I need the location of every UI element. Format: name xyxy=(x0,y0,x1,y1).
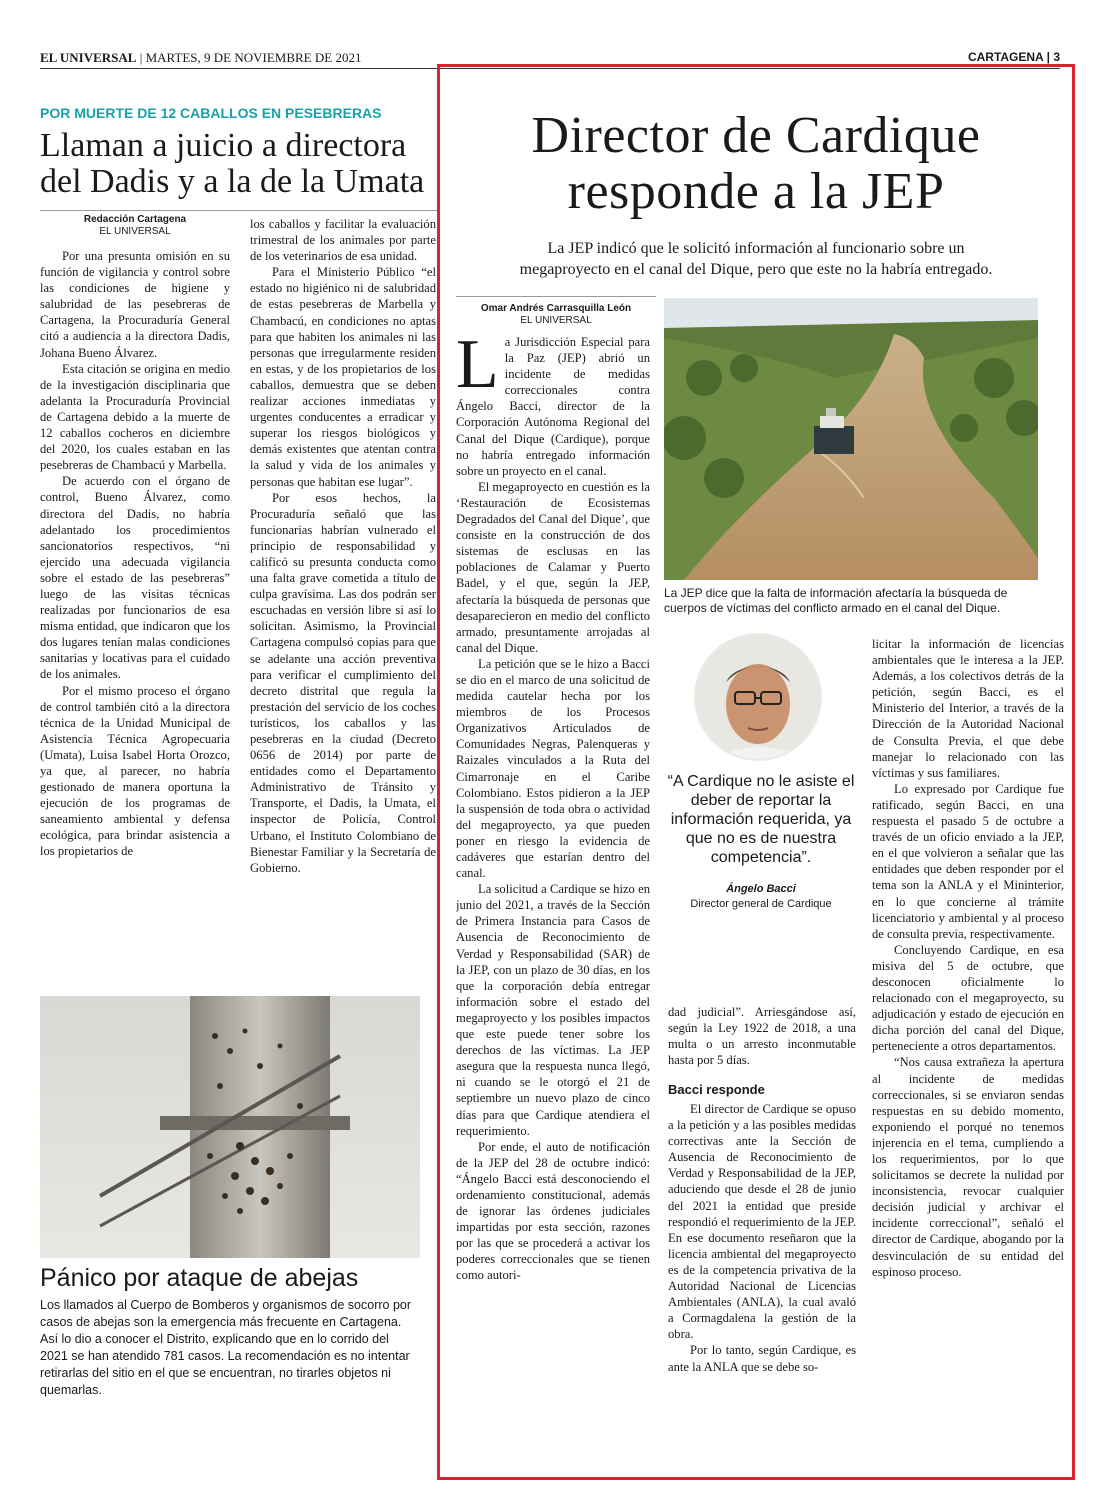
paragraph: a Jurisdicción Especial para la Paz (JEP) abrió un incidente de medidas correccionales contra Ángelo Bacci, director de la Corporación Autónoma Regional del Canal del Dique (Cardique), porque no habría entregado información sobre un proyecto en el canal. xyxy=(456,335,650,478)
paragraph: Por ende, el auto de notificación de la JEP del 28 de octubre indicó: “Ángelo Bacci está desconociendo el ordenamiento constitucional, además de ignorar las órdenes judiciales impartidas por esta sección, razones por las que se procederá a activar los poderes correccionales que se tienen como autori- xyxy=(456,1139,650,1283)
paragraph: licitar la información de licencias ambientales que le interesa a la JEP. Además, a los colectivos detrás de la petición, según Bacci, es el Ministerio del Interior, a través de la Dirección de la Autoridad Nacional de Consulta Previa, el que debe manejar lo relacionado con las víctimas y sus familiares. xyxy=(872,637,1064,780)
left-headline-line2: del Dadis y a la de la Umata xyxy=(40,163,425,200)
main-headline-line2: responde a la JEP xyxy=(567,163,945,220)
left-kicker: POR MUERTE DE 12 CABALLOS EN PESEBRERAS xyxy=(40,105,382,121)
bees-photo xyxy=(40,996,420,1258)
masthead-brand: EL UNIVERSAL xyxy=(40,50,137,65)
main-divider xyxy=(456,296,656,297)
bees-title: Pánico por ataque de abejas xyxy=(40,1264,359,1292)
drop-cap: L xyxy=(456,334,499,403)
paragraph: Por el mismo proceso el órgano de control también citó a la directora técnica de la Unidad Municipal de Asistencia Técnica Agropecuaria (Umata), Luisa Isabel Horta Orozco, ya que, al parecer, no habría gestionado de manera oportuna la ejecución de los programas de saneamiento ambiental y defensa ecológica, para brindar asistencia a los propietarios de xyxy=(40,683,230,859)
paragraph: El director de Cardique se opuso a la petición y a las posibles medidas correctivas ante la Sección de Ausencia de Reconocimiento de Verdad y Responsabilidad de la JEP, aduciendo que desde el 28 de junio del 2021 la entidad que preside respondió el requerimiento de la JEP. En ese documento reseñaron que la licencia ambiental del megaproyecto es de la competencia privativa de la Autoridad Nacional de Licencias Ambientales (ANLA), la cual avaló a Cormagdalena la gestión de la obra. xyxy=(668,1102,856,1342)
paragraph: La solicitud a Cardique se hizo en junio del 2021, a través de la Sección de Primera Instancia para Casos de Ausencia de Reconocimiento de Verdad y Responsabilidad (SAR) de la JEP, con un plazo de 30 días, en los que la corporación debía entregar información sobre el estado del megaproyecto y los posibles impactos que este puede tener sobre los derechos de las víctimas. La JEP asegura que la respuesta nunca llegó, ni cuando se le otorgó el 21 de septiembre un nuevo plazo de cinco días para que Cardique atendiera el requerimiento. xyxy=(456,882,650,1138)
paragraph: Por esos hechos, la Procuraduría señaló que las funcionarias habrían vulnerado el principio de responsabilidad y calificó su presunta conducta como una falta grave cometida a título de culpa gravísima. Las dos podrán ser escuchadas en versión libre si así lo solicitan. Asimismo, la Provincial Cartagena compulsó copias para que se adelante una acción preventiva para verificar el cumplimiento del decreto distrital que regula la prestación del servicio de los coches turísticos, los caballos y las pesebreras en la ciudad (Decreto 0656 de 2014) por parte de entidades como el Departamento Administrativo de Tránsito y Transporte, el Dadis, la Umata, el inspector de Policía, Control Urbano, el Instituto Colombiano de Bienestar Familiar y la Secretaría de Gobierno. xyxy=(250,490,436,875)
caption-line1: La JEP dice que la falta de información afectaría la búsqueda de xyxy=(664,586,1008,600)
paragraph: Por lo tanto, según Cardique, es ante la ANLA que se debe so- xyxy=(668,1343,856,1374)
masthead-date: MARTES, 9 DE NOVIEMBRE DE 2021 xyxy=(145,50,362,65)
canal-photo xyxy=(664,298,1038,580)
main-col-2-top xyxy=(668,1004,856,1074)
paragraph: La petición que se le hizo a Bacci se dio en el marco de una solicitud de medida cautelar hecha por los miembros de los Procesos Organizativos Articulados de Comunidades Negras, Palenqueras y Raizales vinculados a la Ruta del Cimarronaje en el Caribe Colombiano. Estos pidieron a la JEP la suspensión de toda obra o actividad del megaproyecto, ya que pueden poner en riesgo la evidencia de cadáveres que estarían dentro del canal. xyxy=(456,656,650,881)
main-col-1 xyxy=(456,334,650,1480)
paragraph: Esta citación se origina en medio de la investigación disciplinaria que adelanta la Procuraduría Provincial de Cartagena debido a la muerte de 12 caballos cocheros en diciembre del 2020, los cuales estaban en las pesebreras de Chambacú y Marbella. xyxy=(40,361,230,473)
left-divider xyxy=(40,210,440,211)
main-deck xyxy=(440,238,1072,280)
left-byline xyxy=(40,214,230,238)
paragraph: Lo expresado por Cardique fue ratificado, según Bacci, en una respuesta el pasado 5 de octubre a través de un oficio enviado a la JEP, en el que volvieron a señalar que las entidades que deben responder por el tema son la ANLA y el Mininterior, en lo que concierne al trámite licenciatorio y ambiental y al proceso de consulta previa, respectivamente. xyxy=(872,781,1064,941)
masthead-section: CARTAGENA | 3 xyxy=(967,50,1060,64)
main-byline-outlet: EL UNIVERSAL xyxy=(520,315,592,326)
bacci-responde-subhead: Bacci responde xyxy=(668,1082,765,1097)
main-byline-name: Omar Andrés Carrasquilla León xyxy=(480,303,632,314)
paragraph: Para el Ministerio Público “el estado no higiénico ni de salubridad de estas pesebreras de Marbella y Chambacú, en condiciones no aptas para que habiten los animales ni las personas que irregularmente residen en estas, y de los propietarios de los caballos, demuestra que se deben realizar acciones inmediatas y urgentes conducentes a erradicar y superar los riesgos biológicos y demás existentes que atentan contra la salud y vida de los animales y personas que habitan ese lugar”. xyxy=(250,265,436,489)
quote-attribution xyxy=(666,882,856,912)
bees-text: Los llamados al Cuerpo de Bomberos y organismos de socorro por casos de abejas son la emergencia más frecuente en Cartagena. Así lo dio a conocer el Distrito, explicando que en lo corrido del 2021 se han atendido 781 casos. La recomendación es no intentar retirarlas del sitio en el que se encuentran, no tirarles objetos ni quemarlas. xyxy=(40,1298,412,1397)
bacci-portrait xyxy=(693,632,823,762)
left-col-1 xyxy=(40,248,230,988)
paragraph: El megaproyecto en cuestión es la ‘Restauración de Ecosistemas Degradados del Canal del Dique’, que consiste en la construcción de dos sistemas de esclusas en las poblaciones de Calamar y Puerto Badel, y el que, según la JEP, afectaría la búsqueda de personas que desaparecieron en medio del conflicto armado, presuntamente arrojadas al canal del Dique. xyxy=(456,479,650,655)
paragraph: los caballos y facilitar la evaluación trimestral de los animales por parte de los veterinarios de esa unidad. xyxy=(250,217,436,264)
main-col-2-bottom xyxy=(668,1101,856,1477)
left-col-2 xyxy=(250,216,436,988)
main-headline-line1: Director de Cardique xyxy=(531,107,981,164)
left-headline-line1: Llaman a juicio a directora xyxy=(40,127,407,164)
paragraph: “Nos causa extrañeza la apertura al incidente de medidas correccionales, si se enviaron sendas respuestas en su debido momento, exponiendo el porqué no tenemos injerencia en el tema, cumpliendo a los requerimientos, por lo que solicitamos se decrete la nulidad por inconsistencia, revocar cualquier decisión judicial y archivar el incidente correccional”, señaló el director de Cardique, abogando por la desvinculación de su entidad del espinoso proceso. xyxy=(872,1055,1064,1279)
pull-quote: “A Cardique no le asiste el deber de reportar la información requerida, ya que no es de nuestra competencia”. xyxy=(667,773,855,866)
canal-photo-caption xyxy=(664,586,1044,616)
main-deck-line2: megaproyecto en el canal del Dique, pero que este no la habría entregado. xyxy=(519,261,993,278)
quote-name: Ángelo Bacci xyxy=(726,883,796,895)
paragraph: Por una presunta omisión en su función de vigilancia y control sobre las condiciones de higiene y salubridad de las pesebreras de Cartagena, la Procuraduría General citó a audiencia a la directora Dadis, Johana Bueno Álvarez. xyxy=(40,249,230,360)
main-byline xyxy=(456,303,656,327)
bees-box xyxy=(40,996,420,1484)
paragraph: Concluyendo Cardique, en esa misiva del 5 de octubre, que desconocen oficialmente lo relacionado con el megaproyecto, su adjudicación y estado de ejecución en dicha porción del canal del Dique, perteneciente a otros departamentos. xyxy=(872,942,1064,1054)
left-byline-outlet: EL UNIVERSAL xyxy=(99,226,171,237)
main-headline xyxy=(440,108,1072,220)
main-col-3 xyxy=(872,636,1064,1476)
section-name: CARTAGENA xyxy=(967,50,1044,64)
page-number: 3 xyxy=(1053,50,1060,64)
masthead-sep: | xyxy=(139,50,146,65)
left-byline-name: Redacción Cartagena xyxy=(83,214,187,225)
quote-role: Director general de Cardique xyxy=(690,898,832,910)
paragraph: dad judicial”. Arriesgándose así, según la Ley 1922 de 2018, a una multa o un arresto inconmutable hasta por 5 días. xyxy=(668,1005,856,1068)
left-headline xyxy=(40,128,440,200)
caption-line2: cuerpos de víctimas del conflicto armado en el canal del Dique. xyxy=(664,601,1001,615)
main-deck-line1: La JEP indicó que le solicitó información al funcionario sobre un xyxy=(547,240,965,257)
paragraph: De acuerdo con el órgano de control, Bueno Álvarez, como directora del Dadis, no habría adelantado los procedimientos sancionatorios respectivos, “ni ejercido una adecuada vigilancia sobre el estado de las pesebreras” luego de las visitas técnicas realizadas por funcionarios de esa misma entidad, que indicaron que los dos lugares tenían malas condiciones sanitarias y locativas para el cuidado de los animales. xyxy=(40,474,230,682)
